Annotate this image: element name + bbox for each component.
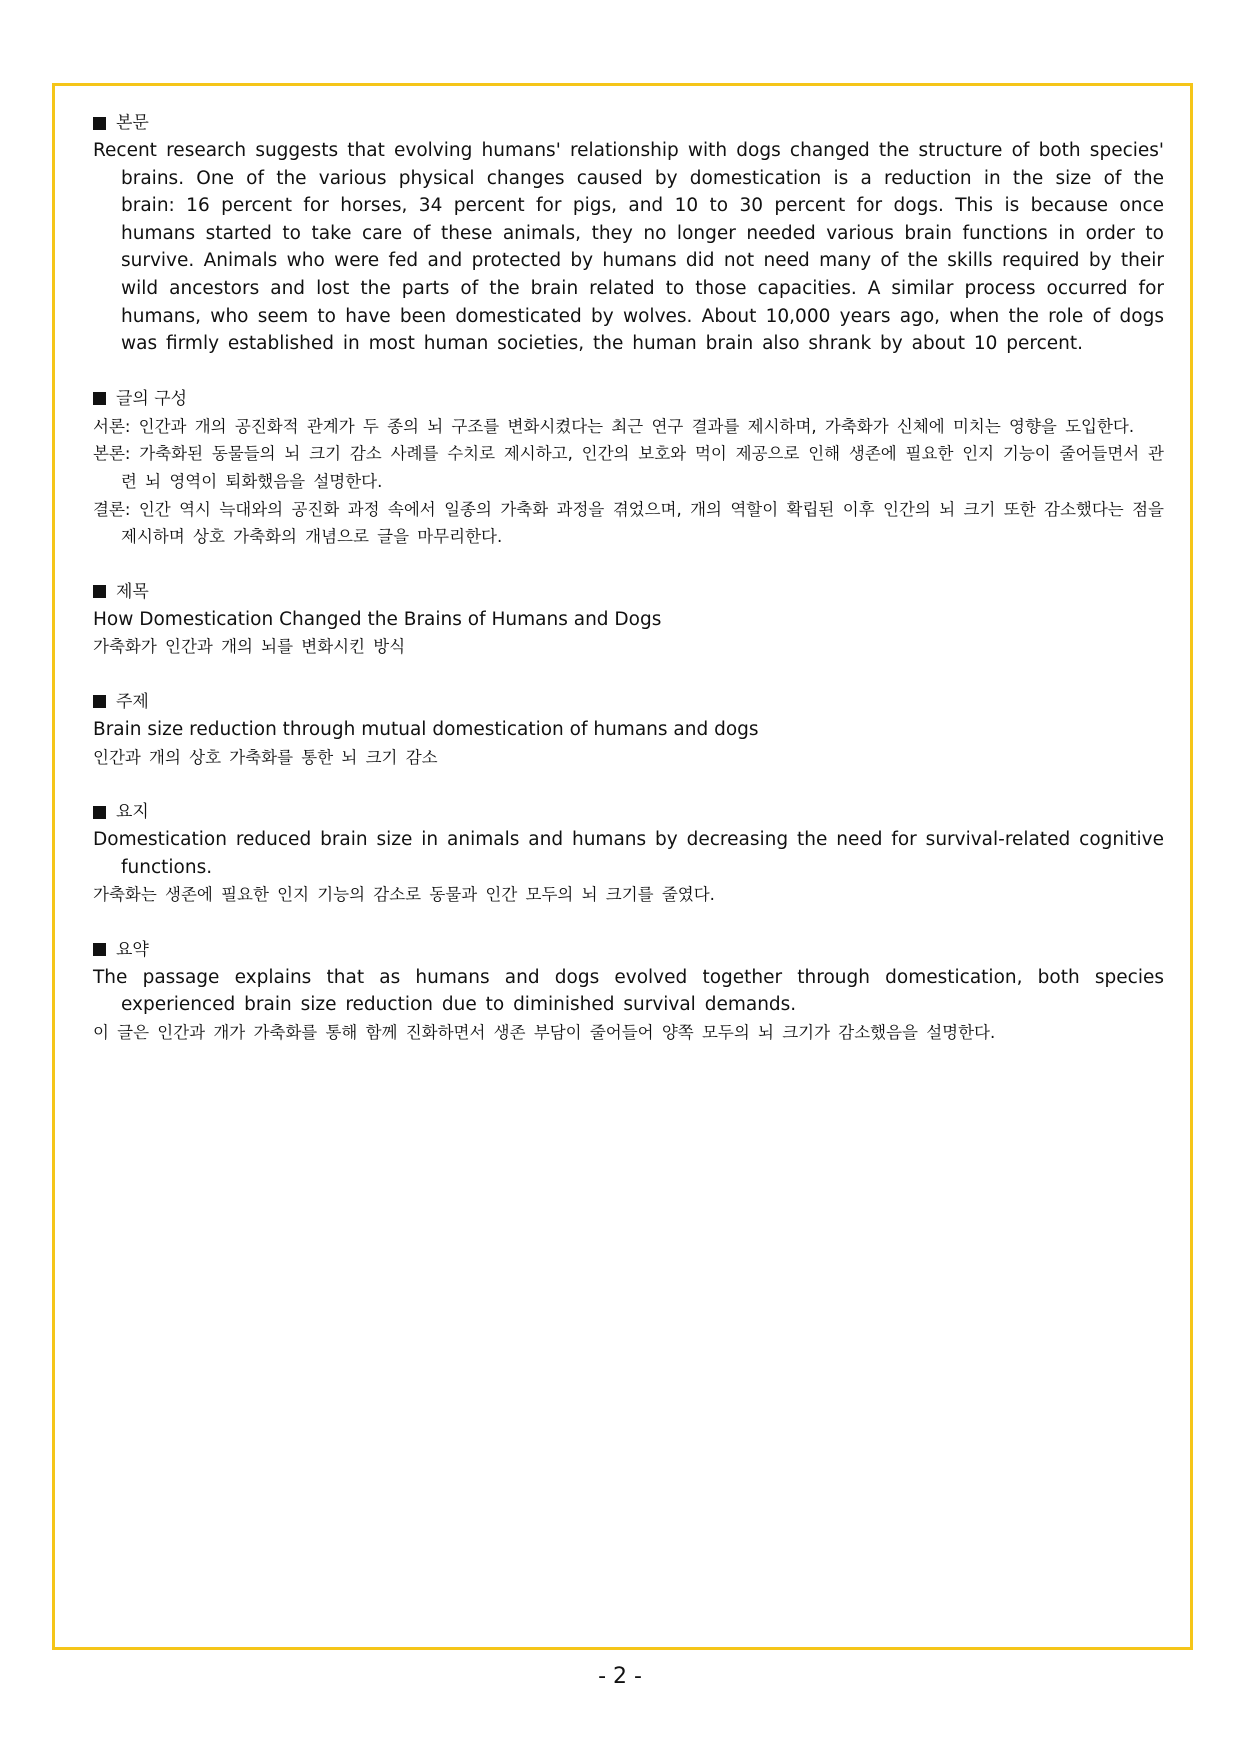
square-bullet-icon [93, 806, 106, 819]
document-content [93, 109, 1164, 1074]
heading-label: 요약 [116, 939, 149, 960]
title-korean: 가축화가 인간과 개의 뇌를 변화시킨 방식 [93, 637, 406, 657]
section-summary [93, 936, 1164, 1047]
square-bullet-icon [93, 392, 106, 405]
square-bullet-icon [93, 117, 106, 130]
heading-label: 요지 [116, 802, 149, 823]
summary-korean: 이 글은 인간과 개가 가축화를 통해 함께 진화하면서 생존 부담이 줄어들어 양쪽 모두의 뇌 크기가 감소했음을 설명한다. [93, 1023, 996, 1043]
title-english: How Domestication Changed the Brains of Humans and Dogs [93, 608, 662, 630]
square-bullet-icon [93, 943, 106, 956]
section-structure [93, 385, 1164, 551]
page-number: - 2 - [598, 1664, 642, 1689]
heading-label: 제목 [116, 581, 149, 602]
section-heading [93, 109, 1164, 137]
section-topic [93, 688, 1164, 771]
heading-label: 글의 구성 [116, 388, 188, 409]
section-heading [93, 578, 1164, 606]
section-heading [93, 688, 1164, 716]
topic-english: Brain size reduction through mutual domestication of humans and dogs [93, 718, 759, 740]
structure-introduction: 서론: 인간과 개의 공진화적 관계가 두 종의 뇌 구조를 변화시켰다는 최근 연구 결과를 제시하며, 가축화가 신체에 미치는 영향을 도입한다. [93, 416, 1135, 436]
section-heading [93, 798, 1164, 826]
topic-korean: 인간과 개의 상호 가축화를 통한 뇌 크기 감소 [93, 747, 438, 767]
heading-label: 본문 [116, 113, 149, 133]
structure-conclusion: 결론: 인간 역시 늑대와의 공진화 과정 속에서 일종의 가축화 과정을 겪었으며, 개의 역할이 확립된 이후 인간의 뇌 크기 또한 감소했다는 점을 제시하며 상호 가축화의 개념으로 글을 마무리한다. [93, 499, 1164, 547]
section-body [93, 109, 1164, 358]
section-heading [93, 385, 1164, 413]
gist-english: Domestication reduced brain size in animals and humans by decreasing the need for survival-related cognitive functions. [93, 829, 1164, 878]
body-paragraph: Recent research suggests that evolving humans' relationship with dogs changed the structure of both species' brains. One of the various physical changes caused by domestication is a reduction in the size of the brain: 16 percent for horses, 34 percent for pigs, and 10 to 30 percent for dogs. This is because once humans started to take care of these animals, they no longer needed various brain functions in order to survive. Animals who were fed and protected by humans did not need many of the skills required by their wild ancestors and lost the parts of the brain related to those capacities. A similar process occurred for humans, who seem to have been domesticated by wolves. About 10,000 years ago, when the role of dogs was firmly established in most human societies, the human brain also shrank by about 10 percent. [93, 140, 1164, 355]
heading-label: 주제 [116, 691, 149, 712]
gist-korean: 가축화는 생존에 필요한 인지 기능의 감소로 동물과 인간 모두의 뇌 크기를 줄였다. [93, 885, 715, 905]
section-title [93, 578, 1164, 661]
section-heading [93, 936, 1164, 964]
structure-main-body: 본론: 가축화된 동물들의 뇌 크기 감소 사례를 수치로 제시하고, 인간의 보호와 먹이 제공으로 인해 생존에 필요한 인지 기능이 줄어들면서 관련 뇌 영역이 퇴화했음을 설명한다. [93, 444, 1164, 491]
summary-english: The passage explains that as humans and dogs evolved together through domestication, both species experienced brain size reduction due to diminished survival demands. [93, 966, 1164, 1016]
square-bullet-icon [93, 695, 106, 708]
section-gist [93, 798, 1164, 909]
square-bullet-icon [93, 585, 106, 598]
